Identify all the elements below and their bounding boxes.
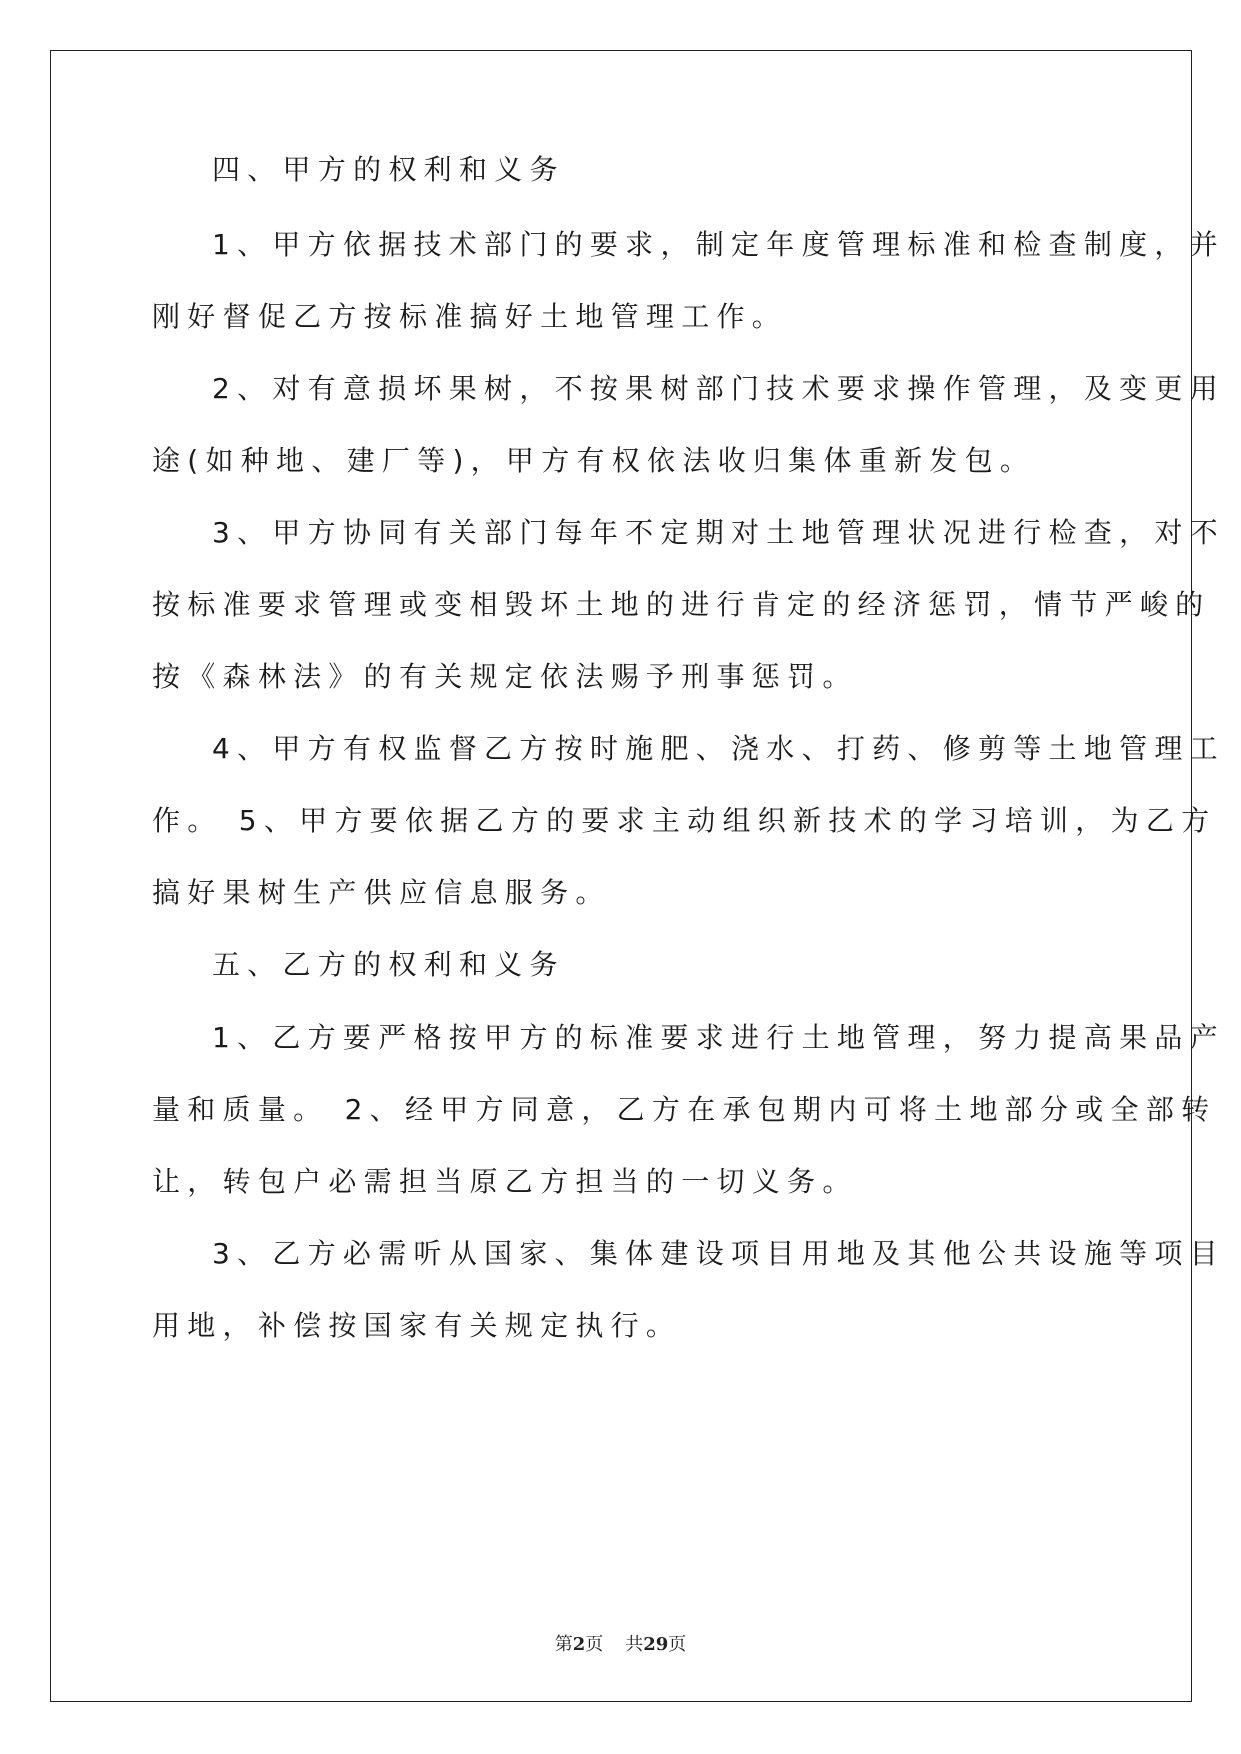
- paragraph-line: 量和质量。 2、经甲方同意，乙方在承包期内可将土地部分或全部转: [152, 1093, 1217, 1126]
- paragraph-line: 3、乙方必需听从国家、集体建设项目用地及其他公共设施等项目: [212, 1237, 1225, 1270]
- section-heading-party-a: 四、甲方的权利和义务: [212, 153, 565, 186]
- footer-total-prefix: 共: [625, 1634, 644, 1655]
- paragraph-line: 让，转包户必需担当原乙方担当的一切义务。: [152, 1165, 858, 1198]
- paragraph-line: 刚好督促乙方按标准搞好土地管理工作。: [152, 300, 788, 333]
- footer-prefix: 第: [554, 1634, 573, 1655]
- paragraph-line: 1、甲方依据技术部门的要求，制定年度管理标准和检查制度，并: [212, 228, 1225, 261]
- paragraph-line: 途(如种地、建厂等)，甲方有权依法收归集体重新发包。: [152, 444, 1036, 477]
- footer-total-suffix: 页: [668, 1634, 687, 1655]
- paragraph-line: 搞好果树生产供应信息服务。: [152, 876, 611, 909]
- paragraph-line: 1、乙方要严格按甲方的标准要求进行土地管理，努力提高果品产: [212, 1021, 1225, 1054]
- paragraph-line: 按标准要求管理或变相毁坏土地的进行肯定的经济惩罚，情节严峻的: [152, 588, 1211, 621]
- paragraph-line: 2、对有意损坏果树，不按果树部门技术要求操作管理，及变更用: [212, 372, 1225, 405]
- paragraph-line: 作。 5、甲方要依据乙方的要求主动组织新技术的学习培训，为乙方: [152, 804, 1217, 837]
- footer-page-suffix: 页: [585, 1634, 604, 1655]
- current-page-number: 2: [572, 1634, 586, 1655]
- paragraph-line: 用地，补偿按国家有关规定执行。: [152, 1309, 682, 1342]
- page-number-footer: [0, 1633, 1241, 1657]
- paragraph-line: 按《森林法》的有关规定依法赐予刑事惩罚。: [152, 660, 858, 693]
- total-page-count: 29: [643, 1634, 669, 1655]
- paragraph-line: 3、甲方协同有关部门每年不定期对土地管理状况进行检查，对不: [212, 516, 1225, 549]
- paragraph-line: 4、甲方有权监督乙方按时施肥、浇水、打药、修剪等土地管理工: [212, 732, 1225, 765]
- section-heading-party-b: 五、乙方的权利和义务: [212, 948, 565, 981]
